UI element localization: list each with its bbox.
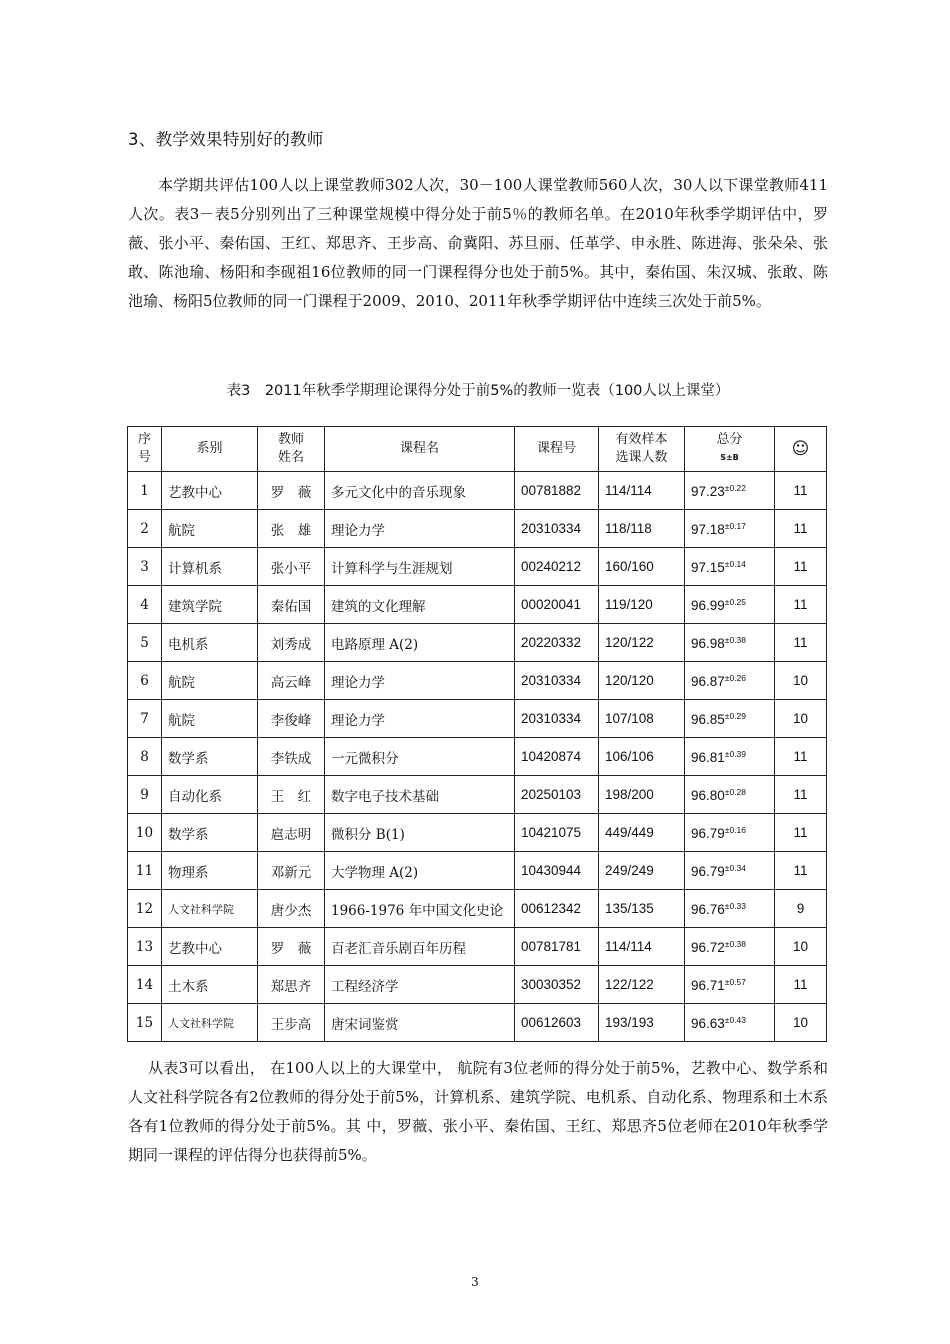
- score-error: ±0.43: [724, 1014, 747, 1025]
- cell-score: [685, 586, 775, 624]
- cell-index: 13: [128, 928, 162, 966]
- table-row: [128, 1004, 827, 1042]
- score-error: ±0.28: [724, 786, 747, 797]
- cell-sample: 118/118: [599, 510, 685, 548]
- cell-index: 10: [128, 814, 162, 852]
- cell-course-no: 00612342: [515, 890, 599, 928]
- cell-score: [685, 510, 775, 548]
- cell-teacher: 张 雄: [258, 510, 325, 548]
- cell-smile: 11: [775, 814, 827, 852]
- score-value: 97.15: [691, 559, 725, 575]
- cell-sample: 135/135: [599, 890, 685, 928]
- cell-score: [685, 738, 775, 776]
- cell-course-no: 00781781: [515, 928, 599, 966]
- cell-index: 1: [128, 472, 162, 510]
- cell-score: [685, 776, 775, 814]
- cell-department: 人文社科学院: [162, 1004, 258, 1042]
- cell-smile: 11: [775, 586, 827, 624]
- table-row: [128, 890, 827, 928]
- intro-paragraph: 本学期共评估100人以上课堂教师302人次，30－100人课堂教师560人次，30人以下课堂教师411人次。表3－表5分别列出了三种课堂规模中得分处于前5％的教师名单。在2010年秋季学期评估中，罗薇、张小平、秦佑国、王红、郑思齐、王步高、俞冀阳、苏旦丽、任革学、申永胜、陈进海、张朵朵、张敢、陈池瑜、杨阳和李砚祖16位教师的同一门课程得分也处于前5%。其中，秦佑国、朱汉城、张敢、陈池瑜、杨阳5位教师的同一门课程于2009、2010、2011年秋季学期评估中连续三次处于前5%。: [128, 176, 828, 310]
- cell-course: 微积分 B(1): [325, 814, 515, 852]
- cell-course: 理论力学: [325, 662, 515, 700]
- score-value: 96.87: [691, 673, 725, 689]
- cell-course: 数字电子技术基础: [325, 776, 515, 814]
- cell-sample: 119/120: [599, 586, 685, 624]
- score-value: 96.81: [691, 749, 725, 765]
- cell-course: 建筑的文化理解: [325, 586, 515, 624]
- score-error: ±0.38: [724, 938, 747, 949]
- cell-department: 建筑学院: [162, 586, 258, 624]
- header-department: 系别: [162, 427, 258, 472]
- header-score: 总分 S±B: [685, 427, 775, 472]
- score-value: 97.18: [691, 521, 725, 537]
- cell-smile: 11: [775, 624, 827, 662]
- score-value: 96.85: [691, 711, 725, 727]
- table-header-row: [128, 427, 827, 472]
- header-course-no: 课程号: [515, 427, 599, 472]
- teacher-table: [127, 426, 827, 1042]
- cell-sample: 198/200: [599, 776, 685, 814]
- score-value: 97.23: [691, 483, 725, 499]
- cell-course-no: 00240212: [515, 548, 599, 586]
- cell-sample: 114/114: [599, 472, 685, 510]
- cell-smile: 9: [775, 890, 827, 928]
- cell-sample: 249/249: [599, 852, 685, 890]
- cell-teacher: 秦佑国: [258, 586, 325, 624]
- cell-department: 数学系: [162, 738, 258, 776]
- header-teacher: 教师姓名: [258, 427, 325, 472]
- cell-teacher: 扈志明: [258, 814, 325, 852]
- cell-course-no: 20250103: [515, 776, 599, 814]
- cell-index: 5: [128, 624, 162, 662]
- cell-sample: 449/449: [599, 814, 685, 852]
- score-error: ±0.16: [724, 824, 747, 835]
- cell-department: 航院: [162, 700, 258, 738]
- cell-teacher: 唐少杰: [258, 890, 325, 928]
- cell-course-no: 20220332: [515, 624, 599, 662]
- cell-sample: 120/122: [599, 624, 685, 662]
- cell-department: 自动化系: [162, 776, 258, 814]
- header-sample: 有效样本选课人数: [599, 427, 685, 472]
- table-row: [128, 586, 827, 624]
- cell-course: 多元文化中的音乐现象: [325, 472, 515, 510]
- table-caption: 表3 2011年秋季学期理论课得分处于前5%的教师一览表（100人以上课堂）: [226, 383, 730, 399]
- cell-index: 3: [128, 548, 162, 586]
- cell-department: 艺教中心: [162, 472, 258, 510]
- cell-index: 11: [128, 852, 162, 890]
- cell-department: 计算机系: [162, 548, 258, 586]
- cell-score: [685, 966, 775, 1004]
- cell-course: 1966-1976 年中国文化史论: [325, 890, 515, 928]
- cell-teacher: 刘秀成: [258, 624, 325, 662]
- table-row: [128, 472, 827, 510]
- cell-teacher: 李俊峰: [258, 700, 325, 738]
- cell-score: [685, 852, 775, 890]
- score-error: ±0.34: [724, 862, 747, 873]
- score-value: 96.79: [691, 825, 725, 841]
- cell-course-no: 20310334: [515, 510, 599, 548]
- cell-smile: 11: [775, 738, 827, 776]
- cell-smile: 10: [775, 700, 827, 738]
- cell-department: 物理系: [162, 852, 258, 890]
- cell-smile: 11: [775, 548, 827, 586]
- cell-smile: 11: [775, 852, 827, 890]
- cell-index: 6: [128, 662, 162, 700]
- cell-index: 12: [128, 890, 162, 928]
- cell-sample: 107/108: [599, 700, 685, 738]
- cell-score: [685, 814, 775, 852]
- table-row: [128, 814, 827, 852]
- cell-smile: 11: [775, 472, 827, 510]
- score-error: ±0.22: [724, 482, 747, 493]
- score-value: 96.80: [691, 787, 725, 803]
- cell-index: 9: [128, 776, 162, 814]
- table-row: [128, 966, 827, 1004]
- header-smile: ☺: [775, 427, 827, 472]
- score-value: 96.76: [691, 901, 725, 917]
- score-error: ±0.17: [724, 520, 747, 531]
- cell-course: 一元微积分: [325, 738, 515, 776]
- cell-index: 15: [128, 1004, 162, 1042]
- cell-teacher: 高云峰: [258, 662, 325, 700]
- cell-course-no: 20310334: [515, 662, 599, 700]
- score-error: ±0.38: [724, 634, 747, 645]
- cell-score: [685, 472, 775, 510]
- score-error: ±0.26: [724, 672, 747, 683]
- cell-index: 14: [128, 966, 162, 1004]
- analysis-paragraph: 从表3可以看出， 在100人以上的大课堂中， 航院有3位老师的得分处于前5%，艺教中心、数学系和人文社科学院各有2位教师的得分处于前5%，计算机系、建筑学院、电机系、自动化系、物理系和土木系各有1位教师的得分处于前5%。其 中，罗薇、张小平、秦佑国、王红、郑思齐5位老师在2010年秋季学期同一课程的评估得分也获得前5%。: [128, 1059, 828, 1164]
- cell-sample: 193/193: [599, 1004, 685, 1042]
- cell-teacher: 王 红: [258, 776, 325, 814]
- cell-course: 工程经济学: [325, 966, 515, 1004]
- cell-course: 唐宋词鉴赏: [325, 1004, 515, 1042]
- cell-course: 理论力学: [325, 700, 515, 738]
- cell-score: [685, 700, 775, 738]
- cell-smile: 10: [775, 928, 827, 966]
- cell-course-no: 20310334: [515, 700, 599, 738]
- cell-score: [685, 890, 775, 928]
- cell-course-no: 10421075: [515, 814, 599, 852]
- score-error: ±0.14: [724, 558, 747, 569]
- section-heading: 3、教学效果特别好的教师: [128, 130, 324, 149]
- table-row: [128, 928, 827, 966]
- table-row: [128, 662, 827, 700]
- cell-department: 航院: [162, 662, 258, 700]
- cell-score: [685, 624, 775, 662]
- cell-teacher: 张小平: [258, 548, 325, 586]
- cell-department: 土木系: [162, 966, 258, 1004]
- cell-sample: 120/120: [599, 662, 685, 700]
- table-row: [128, 624, 827, 662]
- cell-teacher: 王步高: [258, 1004, 325, 1042]
- table-row: [128, 738, 827, 776]
- cell-department: 人文社科学院: [162, 890, 258, 928]
- score-value: 96.99: [691, 597, 725, 613]
- cell-score: [685, 928, 775, 966]
- cell-smile: 11: [775, 776, 827, 814]
- score-error: ±0.25: [724, 596, 747, 607]
- cell-teacher: 罗 薇: [258, 472, 325, 510]
- cell-course: 电路原理 A(2): [325, 624, 515, 662]
- cell-index: 7: [128, 700, 162, 738]
- cell-department: 航院: [162, 510, 258, 548]
- header-course: 课程名: [325, 427, 515, 472]
- cell-course: 计算科学与生涯规划: [325, 548, 515, 586]
- cell-teacher: 李铁成: [258, 738, 325, 776]
- cell-smile: 10: [775, 1004, 827, 1042]
- table-row: [128, 852, 827, 890]
- cell-department: 艺教中心: [162, 928, 258, 966]
- cell-course: 大学物理 A(2): [325, 852, 515, 890]
- cell-teacher: 邓新元: [258, 852, 325, 890]
- table-row: [128, 548, 827, 586]
- cell-course-no: 10430944: [515, 852, 599, 890]
- cell-teacher: 郑思齐: [258, 966, 325, 1004]
- cell-smile: 11: [775, 510, 827, 548]
- score-value: 96.98: [691, 635, 725, 651]
- cell-course-no: 00612603: [515, 1004, 599, 1042]
- cell-sample: 106/106: [599, 738, 685, 776]
- score-error: ±0.39: [724, 748, 747, 759]
- cell-sample: 160/160: [599, 548, 685, 586]
- score-value: 96.71: [691, 977, 725, 993]
- cell-course-no: 00020041: [515, 586, 599, 624]
- score-value: 96.63: [691, 1015, 725, 1031]
- page-number: 3: [471, 1275, 479, 1289]
- table-row: [128, 700, 827, 738]
- table-row: [128, 510, 827, 548]
- cell-score: [685, 662, 775, 700]
- cell-score: [685, 548, 775, 586]
- cell-index: 2: [128, 510, 162, 548]
- cell-course: 百老汇音乐剧百年历程: [325, 928, 515, 966]
- cell-sample: 114/114: [599, 928, 685, 966]
- cell-department: 数学系: [162, 814, 258, 852]
- score-value: 96.72: [691, 939, 725, 955]
- score-error: ±0.29: [724, 710, 747, 721]
- header-index: 序号: [128, 427, 162, 472]
- score-error: ±0.57: [724, 976, 747, 987]
- cell-smile: 11: [775, 966, 827, 1004]
- cell-course: 理论力学: [325, 510, 515, 548]
- cell-course-no: 30030352: [515, 966, 599, 1004]
- cell-sample: 122/122: [599, 966, 685, 1004]
- cell-index: 8: [128, 738, 162, 776]
- score-value: 96.79: [691, 863, 725, 879]
- table-row: [128, 776, 827, 814]
- cell-smile: 10: [775, 662, 827, 700]
- score-error: ±0.33: [724, 900, 747, 911]
- cell-department: 电机系: [162, 624, 258, 662]
- cell-course-no: 00781882: [515, 472, 599, 510]
- cell-index: 4: [128, 586, 162, 624]
- cell-score: [685, 1004, 775, 1042]
- cell-course-no: 10420874: [515, 738, 599, 776]
- cell-teacher: 罗 薇: [258, 928, 325, 966]
